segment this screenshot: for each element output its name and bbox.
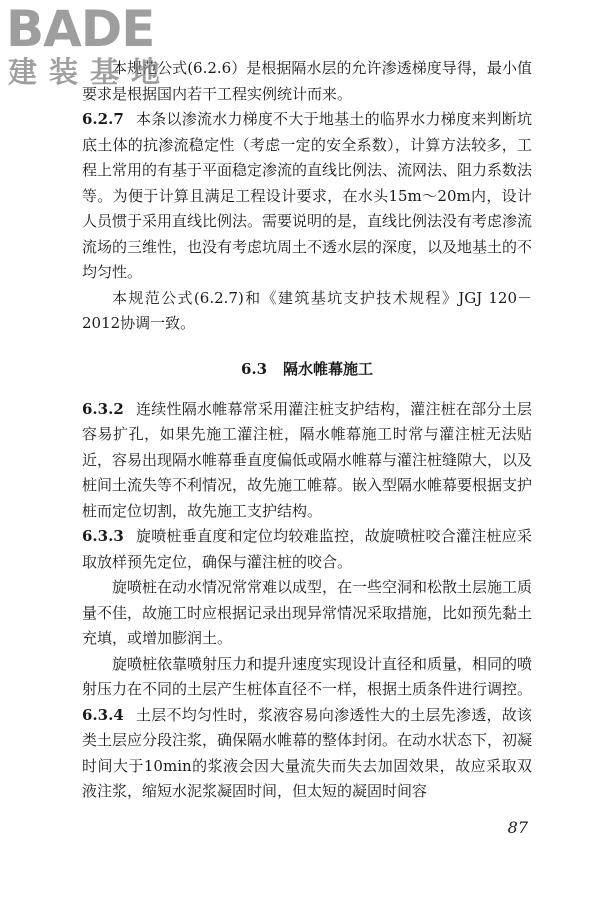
- clause-text: 连续性隔水帷幕常采用灌注桩支护结构，灌注桩在部分土层容易扩孔，如果先施工灌注桩，隔水帷幕施工时常与灌注桩无法贴近，容易出现隔水帷幕垂直度偏低或隔水帷幕与灌注桩缝隙大，以及桩间土流失等不利情况，故先施工帷幕。嵌入型隔水帷幕要根据支护桩而定位切割，故先施工支护结构。: [82, 399, 533, 520]
- clause-number: 6.3.4: [82, 705, 124, 724]
- page-body: [82, 56, 532, 805]
- paragraph-jet-grout-dynamic-water: 旋喷桩在动水情况常常难以成型，在一些空洞和松散土层施工质量不佳，故施工时应根据记录出现异常情况采取措施，比如预先黏土充填，或增加膨润土。: [82, 578, 533, 647]
- section-title: 隔水帷幕施工: [283, 359, 374, 378]
- watermark-brand: BADE: [6, 0, 155, 58]
- paragraph-formula-627: 本规范公式(6.2.7)和《建筑基坑支护技术规程》JGJ 120－2012协调一致。: [82, 288, 532, 332]
- clause-text: 本条以渗流水力梯度不大于地基土的临界水力梯度来判断坑底土体的抗渗流稳定性（考虑一定的安全系数），计算方法较多，工程上常用的有基于平面稳定渗流的直线比例法、流网法、阻力系数法等。为便于计算且满足工程设计要求，在水头15m～20m内，设计人员惯于采用直线比例法。需要说明的是，直线比例法没有考虑渗流流场的三维性，也没有考虑坑周土不透水层的深度，以及地基土的不均匀性。: [82, 110, 533, 281]
- paragraph-jet-grout-pressure: 旋喷桩依靠喷射压力和提升速度实现设计直径和质量，相同的喷射压力在不同的土层产生桩体直径不一样，根据土质条件进行调控。: [82, 654, 533, 698]
- clause-text: 旋喷桩垂直度和定位均较难监控，故旋喷桩咬合灌注桩应采取放样预先定位，确保与灌注桩的咬合。: [82, 527, 532, 571]
- section-number: 6.3: [240, 359, 268, 378]
- clause-number: 6.3.3: [82, 527, 124, 545]
- page-number: 87: [507, 818, 528, 837]
- clause-number: 6.2.7: [82, 110, 124, 128]
- clause-6-3-4: [82, 703, 532, 805]
- watermark-subtitle: 建装基地: [8, 55, 173, 89]
- paragraph-formula-626: 本规范公式(6.2.6）是根据隔水层的允许渗透梯度导得，最小值要求是根据国内若干工程实例统计而来。: [82, 59, 532, 103]
- clause-6-3-2: [82, 397, 532, 525]
- clause-6-2-7: [82, 107, 532, 286]
- clause-6-3-3: [82, 524, 532, 575]
- clause-number: 6.3.2: [82, 399, 124, 418]
- watermark-logo: [6, 0, 173, 89]
- clause-text: 土层不均匀性时，浆液容易向渗透性大的土层先渗透，故该类土层应分段注浆，确保隔水帷幕的整体封闭。在动水状态下，初凝时间大于10min的浆液会因大量流失而失去加固效果，故应采取双液注浆，缩短水泥浆凝固时间，但太短的凝固时间容: [82, 705, 533, 800]
- section-heading: [82, 357, 532, 381]
